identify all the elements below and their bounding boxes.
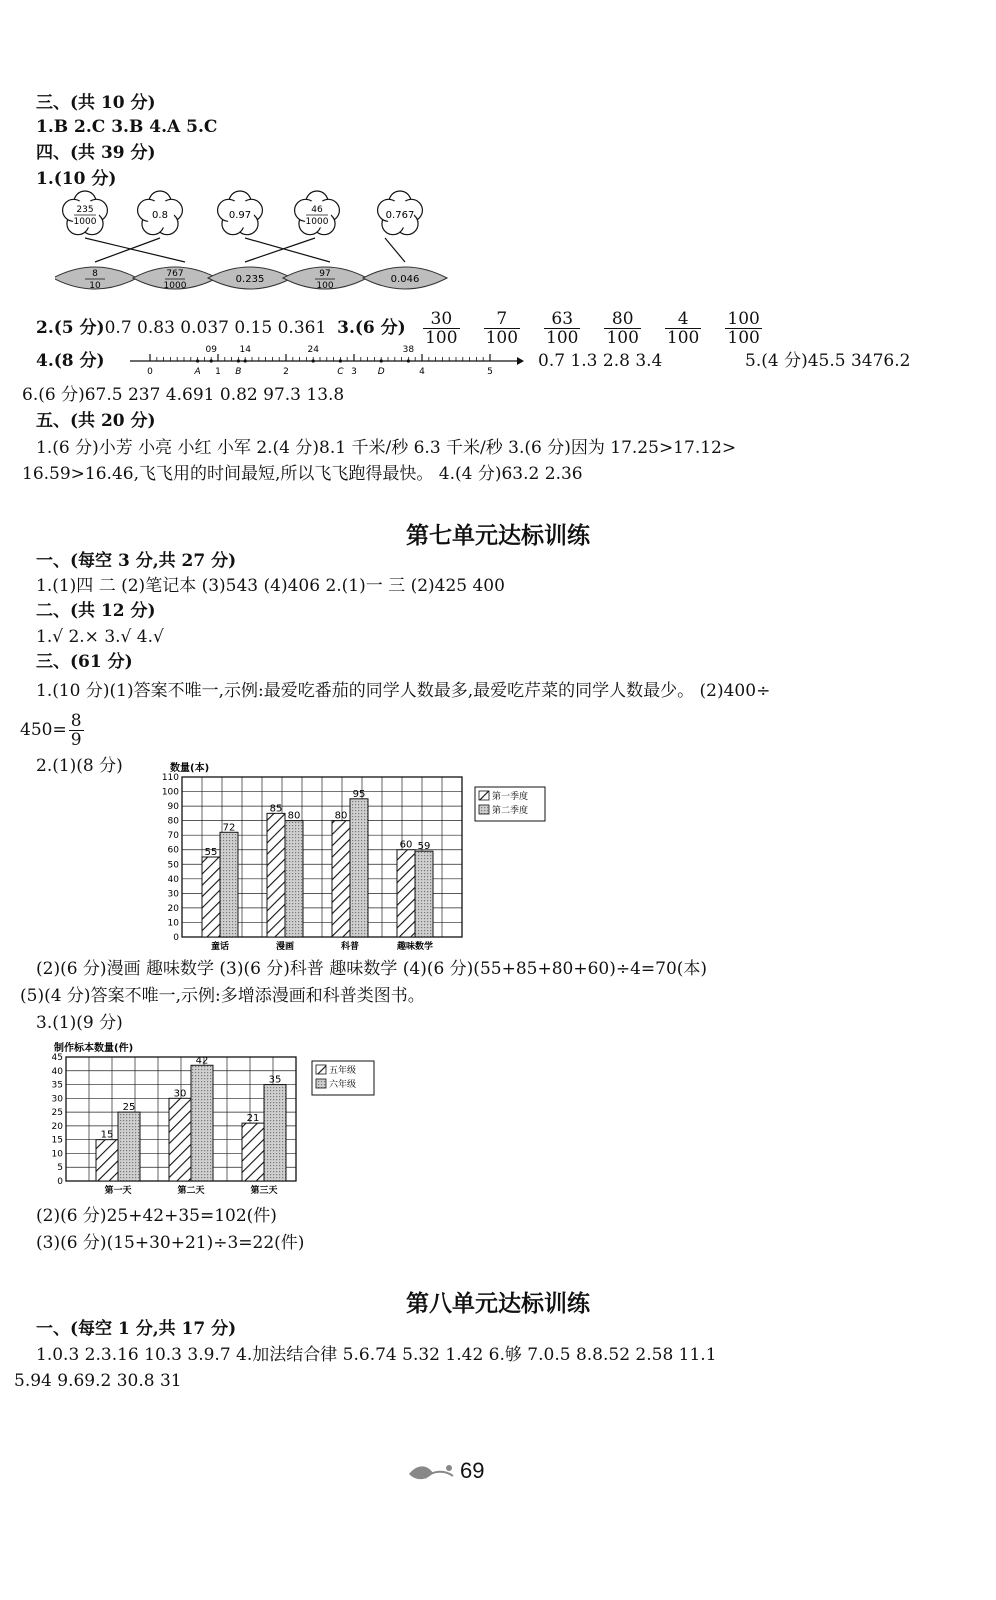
u7-part1-heading: 一、(每空 3 分,共 27 分) <box>36 551 237 571</box>
y-tick-label: 50 <box>167 860 179 871</box>
leaf-value: 0.046 <box>390 274 420 285</box>
bar-六年级-第一天 <box>118 1112 140 1181</box>
flower-value: 0.8 <box>152 210 168 221</box>
leaf-value: 767 <box>166 269 184 279</box>
y-tick-label: 110 <box>161 773 179 783</box>
leaf-ornament-icon <box>405 1460 457 1486</box>
tick-label: 1 <box>215 367 221 377</box>
y-axis-label: 制作标本数量(件) <box>54 1043 134 1054</box>
flower-value: 46 <box>311 205 323 215</box>
u8-answers-line2: 5.94 9.69.2 30.8 31 <box>14 1371 182 1391</box>
svg-text:10: 10 <box>89 281 101 291</box>
point-letter: D <box>377 367 385 377</box>
chart-books-by-quarter <box>130 753 560 958</box>
legend-entry: 第二季度 <box>492 806 529 816</box>
u7-q2-label: 2.(1)(8 分) <box>36 756 123 776</box>
flower-4 <box>295 191 340 235</box>
bar-六年级-第三天 <box>264 1085 286 1181</box>
y-tick-label: 30 <box>51 1094 63 1105</box>
bar-第二季度-漫画 <box>285 821 303 937</box>
category-label: 科普 <box>340 942 360 952</box>
legend <box>312 1061 374 1095</box>
svg-text:1000: 1000 <box>305 217 329 227</box>
bar-第二季度-趣味数学 <box>415 851 433 937</box>
legend-entry: 五年级 <box>329 1066 357 1076</box>
s4-q6: 6.(6 分)67.5 237 4.691 0.82 97.3 13.8 <box>22 385 345 405</box>
fraction: $\frac{4}{100}$ <box>666 309 700 348</box>
bar-五年级-第三天 <box>242 1123 264 1181</box>
category-label: 童话 <box>210 942 230 952</box>
bar-value-label: 59 <box>417 841 431 853</box>
u7-part2-answers: 1.√ 2.× 3.√ 4.√ <box>36 627 164 647</box>
leaf-value: 0.235 <box>235 274 265 285</box>
leaf-4 <box>283 267 367 291</box>
number-line <box>125 340 525 378</box>
flower-value: 235 <box>76 205 94 215</box>
flower-3 <box>218 191 263 235</box>
flower-2 <box>138 191 183 235</box>
y-tick-label: 10 <box>51 1149 63 1160</box>
fraction: $\frac{100}{100}$ <box>727 309 760 348</box>
y-tick-label: 20 <box>51 1121 63 1132</box>
flower-value: 0.97 <box>228 210 252 221</box>
bar-value-label: 72 <box>222 822 236 834</box>
u7-part2-heading: 二、(共 12 分) <box>36 601 156 621</box>
legend <box>475 787 545 821</box>
y-tick-label: 0 <box>57 1177 63 1187</box>
category-label: 第一天 <box>104 1186 132 1196</box>
y-tick-label: 20 <box>167 903 179 914</box>
u7-q2-ans1: (2)(6 分)漫画 趣味数学 (3)(6 分)科普 趣味数学 (4)(6 分)(55+85+80+60)÷4=70(本) <box>36 959 708 979</box>
point-letter: B <box>235 367 242 377</box>
point-value: 09 <box>205 345 217 355</box>
s4-q4-values: 0.7 1.3 2.8 3.4 <box>538 351 663 371</box>
y-axis-label: 数量(本) <box>170 763 210 774</box>
tick-label: 0 <box>147 367 153 377</box>
point-value: 38 <box>402 345 415 355</box>
bar-value-label: 55 <box>204 847 218 858</box>
y-tick-label: 70 <box>167 831 179 842</box>
bar-value-label: 80 <box>287 810 301 822</box>
y-tick-label: 40 <box>167 874 179 885</box>
point-value: 14 <box>239 345 251 355</box>
leaf-value: 97 <box>319 269 331 279</box>
u7-q3-ans2: (3)(6 分)(15+30+21)÷3=22(件) <box>36 1233 305 1253</box>
bar-value-label: 80 <box>334 810 348 822</box>
point-letter: C <box>337 367 344 377</box>
fraction: $\frac{30}{100}$ <box>425 309 458 348</box>
svg-text:1000: 1000 <box>73 217 97 227</box>
y-tick-label: 80 <box>167 816 179 827</box>
page-number: 69 <box>460 1458 485 1483</box>
bar-第一季度-趣味数学 <box>397 850 415 937</box>
flower-leaf-matching <box>55 190 475 300</box>
y-tick-label: 30 <box>167 889 179 900</box>
u7-q2-ans2: (5)(4 分)答案不唯一,示例:多增添漫画和科普类图书。 <box>20 986 425 1006</box>
point-value: 24 <box>307 345 319 355</box>
q3-fractions <box>411 309 774 348</box>
bar-第二季度-童话 <box>220 832 238 937</box>
section-3-heading: 三、(共 10 分) <box>36 93 156 113</box>
category-label: 漫画 <box>275 942 295 952</box>
bar-value-label: 21 <box>246 1113 260 1125</box>
y-tick-label: 25 <box>51 1108 63 1119</box>
bar-value-label: 95 <box>352 788 366 800</box>
u7-q3-ans1: (2)(6 分)25+42+35=102(件) <box>36 1206 277 1226</box>
svg-text:1000: 1000 <box>163 281 187 291</box>
y-tick-label: 100 <box>161 787 179 798</box>
bar-第一季度-童话 <box>202 857 220 937</box>
flower-5 <box>378 191 423 235</box>
flower-value: 0.767 <box>385 210 415 221</box>
y-tick-label: 0 <box>173 933 179 943</box>
bar-第一季度-科普 <box>332 821 350 937</box>
bar-value-label: 35 <box>268 1074 282 1086</box>
y-tick-label: 35 <box>51 1080 63 1091</box>
fraction: $\frac{7}{100}$ <box>485 309 519 348</box>
category-label: 第三天 <box>250 1186 278 1196</box>
unit7-title: 第七单元达标训练 <box>406 523 590 549</box>
section-4-heading: 四、(共 39 分) <box>36 143 156 163</box>
bar-五年级-第二天 <box>169 1098 191 1181</box>
bar-value-label: 25 <box>122 1102 136 1114</box>
fraction: $\frac{80}{100}$ <box>606 309 639 348</box>
leaf-1 <box>55 267 137 291</box>
section-3-answers: 1.B 2.C 3.B 4.A 5.C <box>36 117 218 137</box>
tick-label: 5 <box>487 367 493 377</box>
bar-value-label: 60 <box>399 839 413 851</box>
u7-part1-answers: 1.(1)四 二 (2)笔记本 (3)543 (4)406 2.(1)一 三 (2)425 400 <box>36 576 505 596</box>
bar-五年级-第一天 <box>96 1140 118 1181</box>
chart-specimens-by-day <box>30 1033 390 1205</box>
bar-value-label: 85 <box>269 803 283 815</box>
unit8-title: 第八单元达标训练 <box>406 1291 590 1317</box>
category-label: 第二天 <box>177 1186 205 1196</box>
leaf-2 <box>133 267 217 291</box>
s4-q4-label: 4.(8 分) <box>36 351 105 371</box>
leaf-3 <box>208 267 292 289</box>
s4-q2-q3-line: 2.(5 分)0.7 0.83 0.037 0.15 0.361 3.(6 分) $\frac{30}{100}$ $\frac{7}{100}$ $\frac{63}{100}$ $\frac{80}{100}$ $\frac{4}{100}$ $\frac{100}{100}$ <box>36 310 774 347</box>
s5-line2: 16.59>16.46,飞飞用的时间最短,所以飞飞跑得最快。 4.(4 分)63.2 2.36 <box>22 464 583 484</box>
y-tick-label: 60 <box>167 845 179 856</box>
u7-q1-cont: 450= $\frac{8}{9}$ <box>20 711 82 750</box>
bar-value-label: 42 <box>195 1055 209 1067</box>
u7-part3-heading: 三、(61 分) <box>36 652 133 672</box>
point-letter: A <box>194 367 201 377</box>
bar-value-label: 30 <box>173 1088 187 1100</box>
s4-q5: 5.(4 分)45.5 3476.2 <box>745 351 911 371</box>
u7-q3-label: 3.(1)(9 分) <box>36 1013 123 1033</box>
bar-第一季度-漫画 <box>267 813 285 937</box>
s4-q1-label: 1.(10 分) <box>36 169 117 189</box>
u8-part1-heading: 一、(每空 1 分,共 17 分) <box>36 1319 237 1339</box>
legend-entry: 第一季度 <box>492 792 529 802</box>
leaf-value: 8 <box>92 269 98 279</box>
tick-label: 3 <box>351 367 357 377</box>
svg-text:100: 100 <box>316 281 334 291</box>
y-tick-label: 40 <box>51 1066 63 1077</box>
y-tick-label: 15 <box>51 1135 63 1146</box>
u8-answers-line1: 1.0.3 2.3.16 10.3 3.9.7 4.加法结合律 5.6.74 5.32 1.42 6.够 7.0.5 8.8.52 2.58 11.1 <box>36 1345 717 1365</box>
y-tick-label: 45 <box>51 1053 63 1063</box>
section-5-heading: 五、(共 20 分) <box>36 411 156 431</box>
y-tick-label: 90 <box>167 802 179 813</box>
leaf-5 <box>363 267 447 289</box>
category-label: 趣味数学 <box>396 942 434 952</box>
tick-label: 4 <box>419 367 425 377</box>
legend-entry: 六年级 <box>329 1080 357 1090</box>
y-tick-label: 5 <box>57 1163 63 1174</box>
bar-六年级-第二天 <box>191 1065 213 1181</box>
flower-1 <box>63 191 108 235</box>
u7-q1: 1.(10 分)(1)答案不唯一,示例:最爱吃番茄的同学人数最多,最爱吃芹菜的同学人数最少。 (2)400÷ <box>36 681 771 701</box>
y-tick-label: 10 <box>167 918 179 929</box>
bar-value-label: 15 <box>100 1129 114 1141</box>
bar-第二季度-科普 <box>350 799 368 937</box>
s5-line1: 1.(6 分)小芳 小亮 小红 小军 2.(4 分)8.1 千米/秒 6.3 千米/秒 3.(6 分)因为 17.25>17.12> <box>36 438 737 458</box>
tick-label: 2 <box>283 367 289 377</box>
fraction: $\frac{63}{100}$ <box>546 309 579 348</box>
